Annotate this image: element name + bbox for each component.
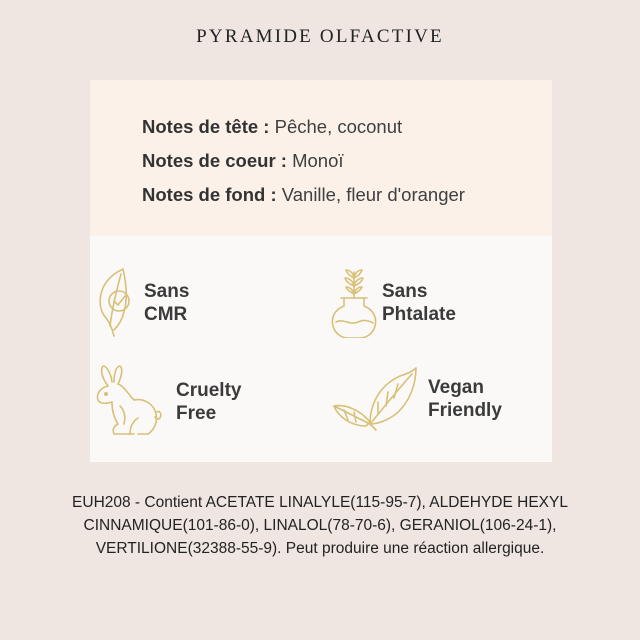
badge-label: Sans CMR xyxy=(144,281,190,325)
info-card xyxy=(90,80,552,462)
base-notes xyxy=(142,178,552,212)
heart-notes xyxy=(142,144,552,178)
leaves-icon xyxy=(330,366,420,432)
badge-vegan-friendly xyxy=(330,366,502,432)
note-label: Notes de fond : xyxy=(142,184,277,205)
page-title: PYRAMIDE OLFACTIVE xyxy=(196,26,444,47)
badge-label: Sans Phtalate xyxy=(382,281,456,325)
note-label: Notes de tête : xyxy=(142,116,270,137)
olfactive-notes xyxy=(90,80,552,236)
note-value: Vanille, fleur d'oranger xyxy=(281,184,465,205)
rabbit-icon xyxy=(94,364,164,440)
badge-sans-cmr xyxy=(92,268,189,338)
note-label: Notes de coeur : xyxy=(142,150,287,171)
badge-cruelty-free xyxy=(94,364,241,440)
badge-sans-phtalate xyxy=(326,268,456,338)
top-notes xyxy=(142,110,552,144)
badge-label: Vegan Friendly xyxy=(428,377,502,421)
leaf-check-icon xyxy=(92,268,148,338)
flask-plant-icon xyxy=(326,268,382,338)
allergen-disclaimer: EUH208 - Contient ACETATE LINALYLE(115-95-7), ALDEHYDE HEXYL CINNAMIQUE(101-86-0), LINALOL(78-70-6), GERANIOL(106-24-1), VERTILIONE(32388-55-9). Peut produire une réaction allergique. xyxy=(72,494,568,557)
badge-label: Cruelty Free xyxy=(176,380,242,424)
note-value: Pêche, coconut xyxy=(274,116,403,137)
note-value: Monoï xyxy=(292,150,344,171)
